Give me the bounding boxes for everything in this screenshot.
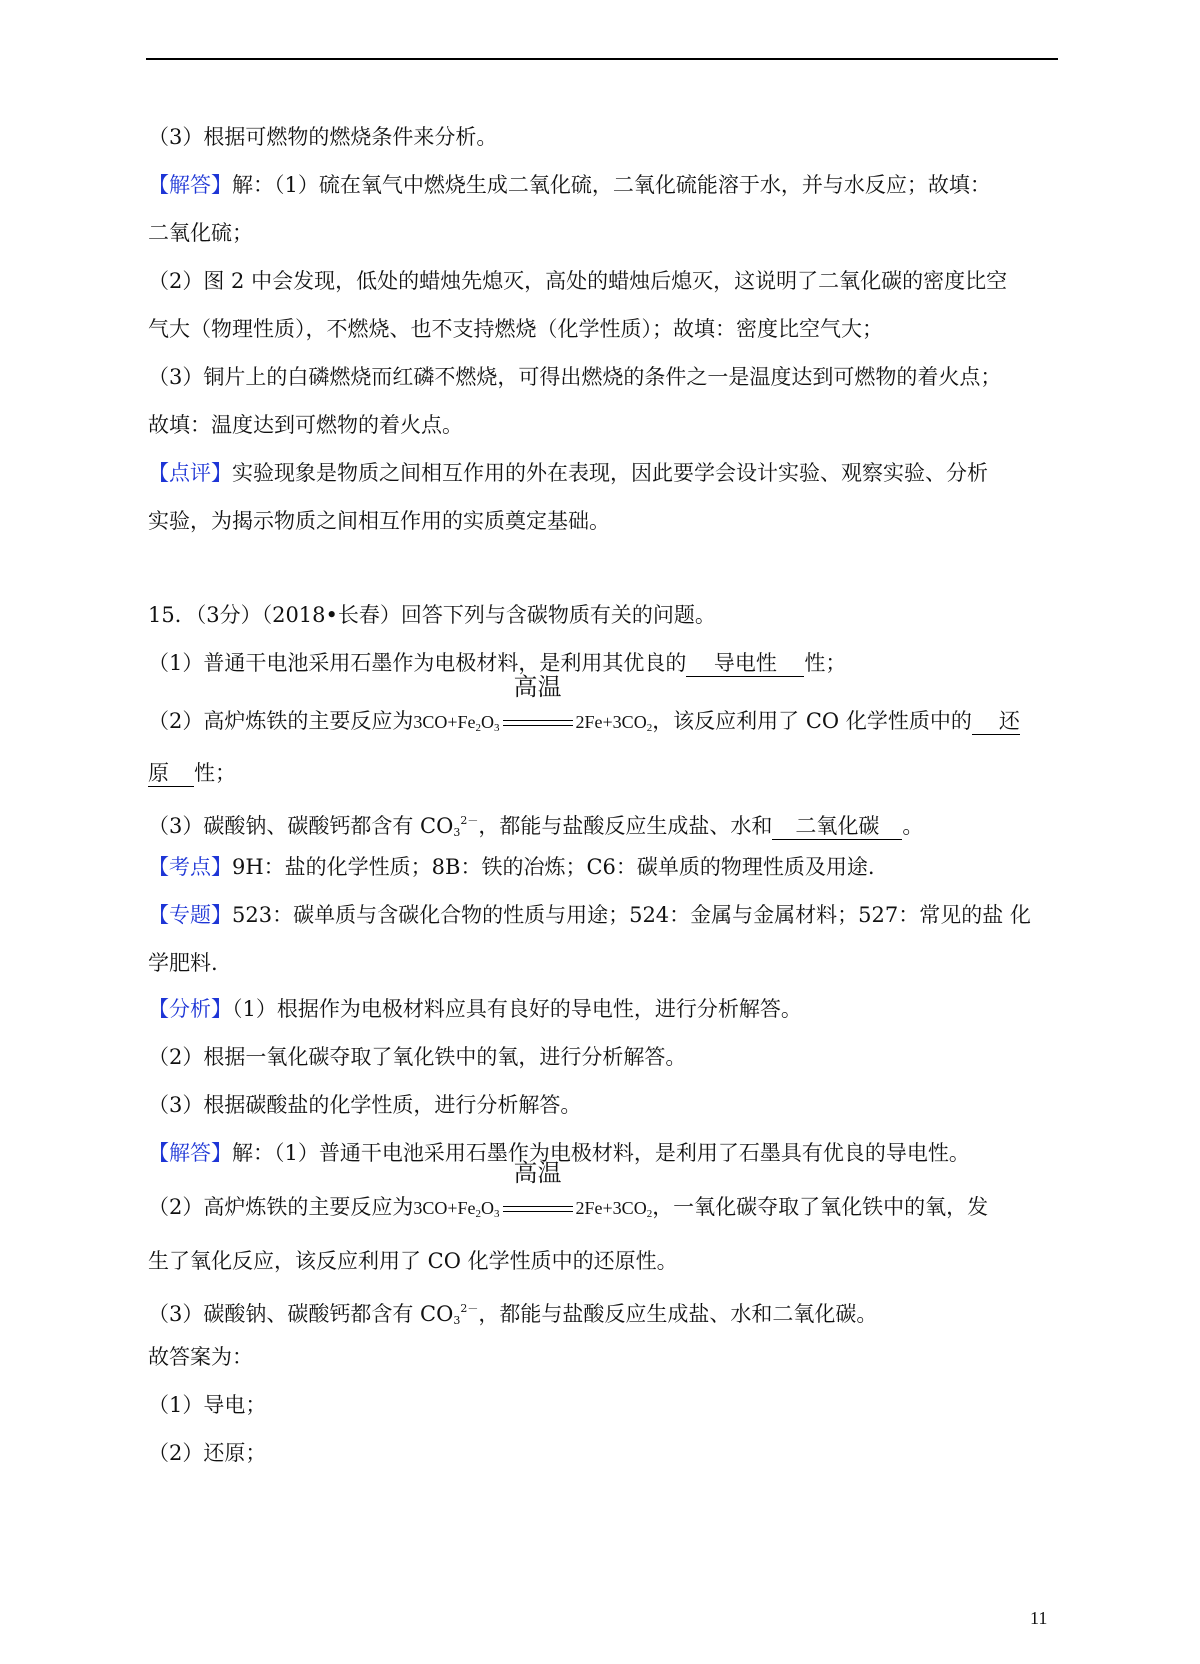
reaction-condition-2: 高温 [502, 1192, 574, 1222]
answer-item-2: （2）还原； [148, 1441, 267, 1465]
zhuanti-tag: 【专题】 [148, 903, 232, 927]
comment-line-2: 实验，为揭示物质之间相互作用的实质奠定基础。 [148, 509, 610, 533]
kaodian-tag: 【考点】 [148, 855, 232, 879]
answer-line-4: 气大（物理性质），不燃烧、也不支持燃烧（化学性质）；故填：密度比空气大； [148, 317, 883, 341]
header-rule [146, 58, 1058, 60]
blank-2a: 还 [972, 708, 1020, 735]
answer-line-5: （3）铜片上的白磷燃烧而红磷不燃烧，可得出燃烧的条件之一是温度达到可燃物的着火点； [148, 365, 1002, 389]
zhuanti-line-2: 学肥料. [148, 951, 218, 975]
jieda-line-1: 【解答】解：（1）普通干电池采用石墨作为电极材料，是利用了石墨具有优良的导电性。 [148, 1141, 970, 1165]
question-15-header: 15．（3分）（2018•长春）回答下列与含碳物质有关的问题。 [148, 603, 716, 627]
jieda-tag: 【解答】 [148, 1141, 232, 1165]
answer-line-2: 二氧化硫； [148, 221, 253, 245]
zhuanti-line-1: 【专题】523：碳单质与含碳化合物的性质与用途；524：金属与金属材料；527：常见的盐 化 [148, 903, 1031, 927]
blank-1: 导电性 [686, 650, 804, 677]
answer-item-1: （1）导电； [148, 1393, 267, 1417]
jieda-line-4: （3）碳酸钠、碳酸钙都含有 $CO_3^{2-}$，都能与盐酸反应生成盐、水和二氧化碳。 [148, 1302, 878, 1327]
equals-arrow [503, 720, 573, 726]
question-15-part-3: （3）碳酸钠、碳酸钙都含有 $CO_3^{2-}$，都能与盐酸反应生成盐、水和 二氧化碳 。 [148, 814, 924, 839]
question-15-part-1: （1）普通干电池采用石墨作为电极材料，是利用其优良的 导电性 性； [148, 651, 847, 675]
fenxi-tag: 【分析】 [148, 997, 232, 1021]
jieda-line-3: 生了氧化反应，该反应利用了 CO 化学性质中的还原性。 [148, 1249, 678, 1273]
page-number: 11 [1030, 1608, 1048, 1628]
comment-line-1: 【点评】实验现象是物质之间相互作用的外在表现，因此要学会设计实验、观察实验、分析 [148, 461, 988, 485]
reaction-condition: 高温 [502, 706, 574, 736]
comment-tag: 【点评】 [148, 461, 232, 485]
analysis-line-3: （3）根据可燃物的燃烧条件来分析。 [148, 125, 498, 149]
question-15-part-2: （2）高炉炼铁的主要反应为$3CO+Fe_2O_3$ 高温 $2Fe+3CO_2$，该反应利用了 CO 化学性质中的 还 [148, 673, 1020, 734]
question-15-part-2-cont: 原 性； [148, 761, 236, 785]
answer-line-6: 故填：温度达到可燃物的着火点。 [148, 413, 463, 437]
answer-line-1: 【解答】解：（1）硫在氧气中燃烧生成二氧化硫，二氧化硫能溶于水，并与水反应；故填： [148, 173, 991, 197]
kaodian-line: 【考点】9H：盐的化学性质；8B：铁的冶炼；C6：碳单质的物理性质及用途. [148, 855, 875, 879]
blank-3: 二氧化碳 [772, 813, 902, 840]
fenxi-line-2: （2）根据一氧化碳夺取了氧化铁中的氧，进行分析解答。 [148, 1045, 687, 1069]
blank-2b: 原 [148, 760, 194, 787]
fenxi-line-3: （3）根据碳酸盐的化学性质，进行分析解答。 [148, 1093, 582, 1117]
answer-tag: 【解答】 [148, 173, 232, 197]
jieda-line-2: （2）高炉炼铁的主要反应为$3CO+Fe_2O_3$ 高温 $2Fe+3CO_2$，一氧化碳夺取了氧化铁中的氧，发 [148, 1159, 989, 1220]
fenxi-line-1: 【分析】（1）根据作为电极材料应具有良好的导电性，进行分析解答。 [148, 997, 802, 1021]
answer-head: 故答案为： [148, 1345, 253, 1369]
answer-line-3: （2）图 2 中会发现，低处的蜡烛先熄灭，高处的蜡烛后熄灭，这说明了二氧化碳的密度比空 [148, 269, 1008, 293]
equals-arrow-2 [503, 1206, 573, 1212]
